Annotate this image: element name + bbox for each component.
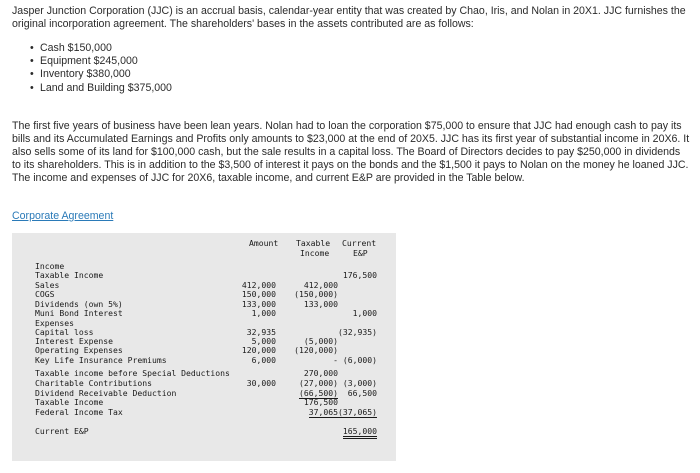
cell-current: 1,000 [352, 308, 377, 318]
cell-taxable: 176,500 [303, 397, 338, 407]
cell-amount: 1,000 [251, 308, 276, 318]
row-label: Current E&P [35, 426, 89, 436]
row-label: COGS [35, 289, 55, 299]
header-taxable-1: Taxable [296, 238, 331, 248]
cell-current: 176,500 [342, 270, 377, 281]
cell-taxable: 37,065 [308, 406, 338, 417]
cell-amount: 30,000 [246, 378, 276, 388]
cell-amount: 133,000 [241, 298, 276, 309]
list-item: • Equipment $245,000 [30, 55, 172, 68]
list-item: • Land and Building $375,000 [30, 82, 172, 95]
row-label: Expenses [35, 317, 74, 328]
cell-amount: 5,000 [251, 336, 276, 346]
header-current-2: E&P [353, 248, 368, 258]
row-label: Federal Income Tax [35, 406, 123, 417]
cell-current: (32,935) [338, 327, 377, 337]
cell-current: (6,000) [342, 355, 377, 365]
corporate-agreement-link[interactable]: Corporate Agreement [12, 210, 114, 222]
cell-taxable: (5,000) [303, 336, 338, 346]
row-label: Key Life Insurance Premiums [35, 355, 167, 365]
cell-current: 165,000 [343, 427, 377, 439]
row-label: Income [35, 261, 65, 271]
row-label: Charitable Contributions [35, 378, 152, 388]
row-label: Dividend Receivable Deduction [35, 387, 177, 398]
cell-taxable: - [333, 355, 338, 365]
row-label: Interest Expense [35, 336, 113, 346]
cell-taxable: 412,000 [303, 280, 338, 290]
cell-amount: 6,000 [251, 355, 276, 365]
cell-current: 66,500 [347, 387, 377, 398]
row-label: Capital loss [35, 327, 94, 337]
row-label: Taxable Income [35, 397, 104, 407]
row-label: Muni Bond Interest [35, 308, 123, 318]
row-label: Operating Expenses [35, 345, 123, 355]
cell-amount: 120,000 [241, 345, 276, 355]
body-paragraph: The first five years of business have been lean years. Nolan had to loan the corporation $75,000 to ensure that JJC had enough cash to pay its bills and its Accumulated Earnings and Profits only amounts to $23,000 at the end of 20X5. JJC has its first year of substantial income in 20X6. It also sells some of its land for $100,000 cash, but the sale results in a capital loss. The Board of Directors decides to pay $250,000 in dividends to its shareholders. This is in addition to the $3,500 of interest it pays on the bonds and the $1,500 it pays to Nolan on the money he loaned JJC. The income and expenses of JJC for 20X6, taxable income, and current E&P are provided in the Table below. [12, 120, 690, 184]
row-label: Dividends (own 5%) [35, 298, 123, 309]
asset-list [14, 42, 172, 95]
header-taxable-2: Income [300, 248, 330, 258]
list-item: • Cash $150,000 [30, 42, 172, 55]
cell-taxable: (66,500) [299, 387, 338, 398]
cell-amount: 412,000 [241, 280, 276, 290]
intro-paragraph: Jasper Junction Corporation (JJC) is an accrual basis, calendar-year entity that was created by Chao, Iris, and Nolan in 20X1. JJC furnishes the original incorporation agreement. The shareholders' bases in the assets contributed are as follows: [12, 5, 686, 30]
cell-amount: 150,000 [241, 289, 276, 299]
cell-current: (3,000) [342, 378, 377, 388]
cell-taxable: (150,000) [294, 289, 338, 299]
cell-amount: 32,935 [246, 327, 276, 337]
cell-taxable: 133,000 [303, 298, 338, 309]
row-label: Taxable income before Special Deductions [35, 368, 230, 378]
header-current-1: Current [342, 238, 377, 248]
list-item: • Inventory $380,000 [30, 68, 172, 81]
cell-taxable: (120,000) [294, 345, 338, 355]
header-amount: Amount [249, 238, 279, 248]
row-label: Taxable Income [35, 270, 104, 281]
income-table [12, 233, 396, 461]
row-label: Sales [35, 280, 60, 290]
cell-current: (37,065) [338, 406, 377, 417]
cell-taxable: 270,000 [303, 368, 338, 378]
cell-taxable: (27,000) [299, 378, 338, 388]
